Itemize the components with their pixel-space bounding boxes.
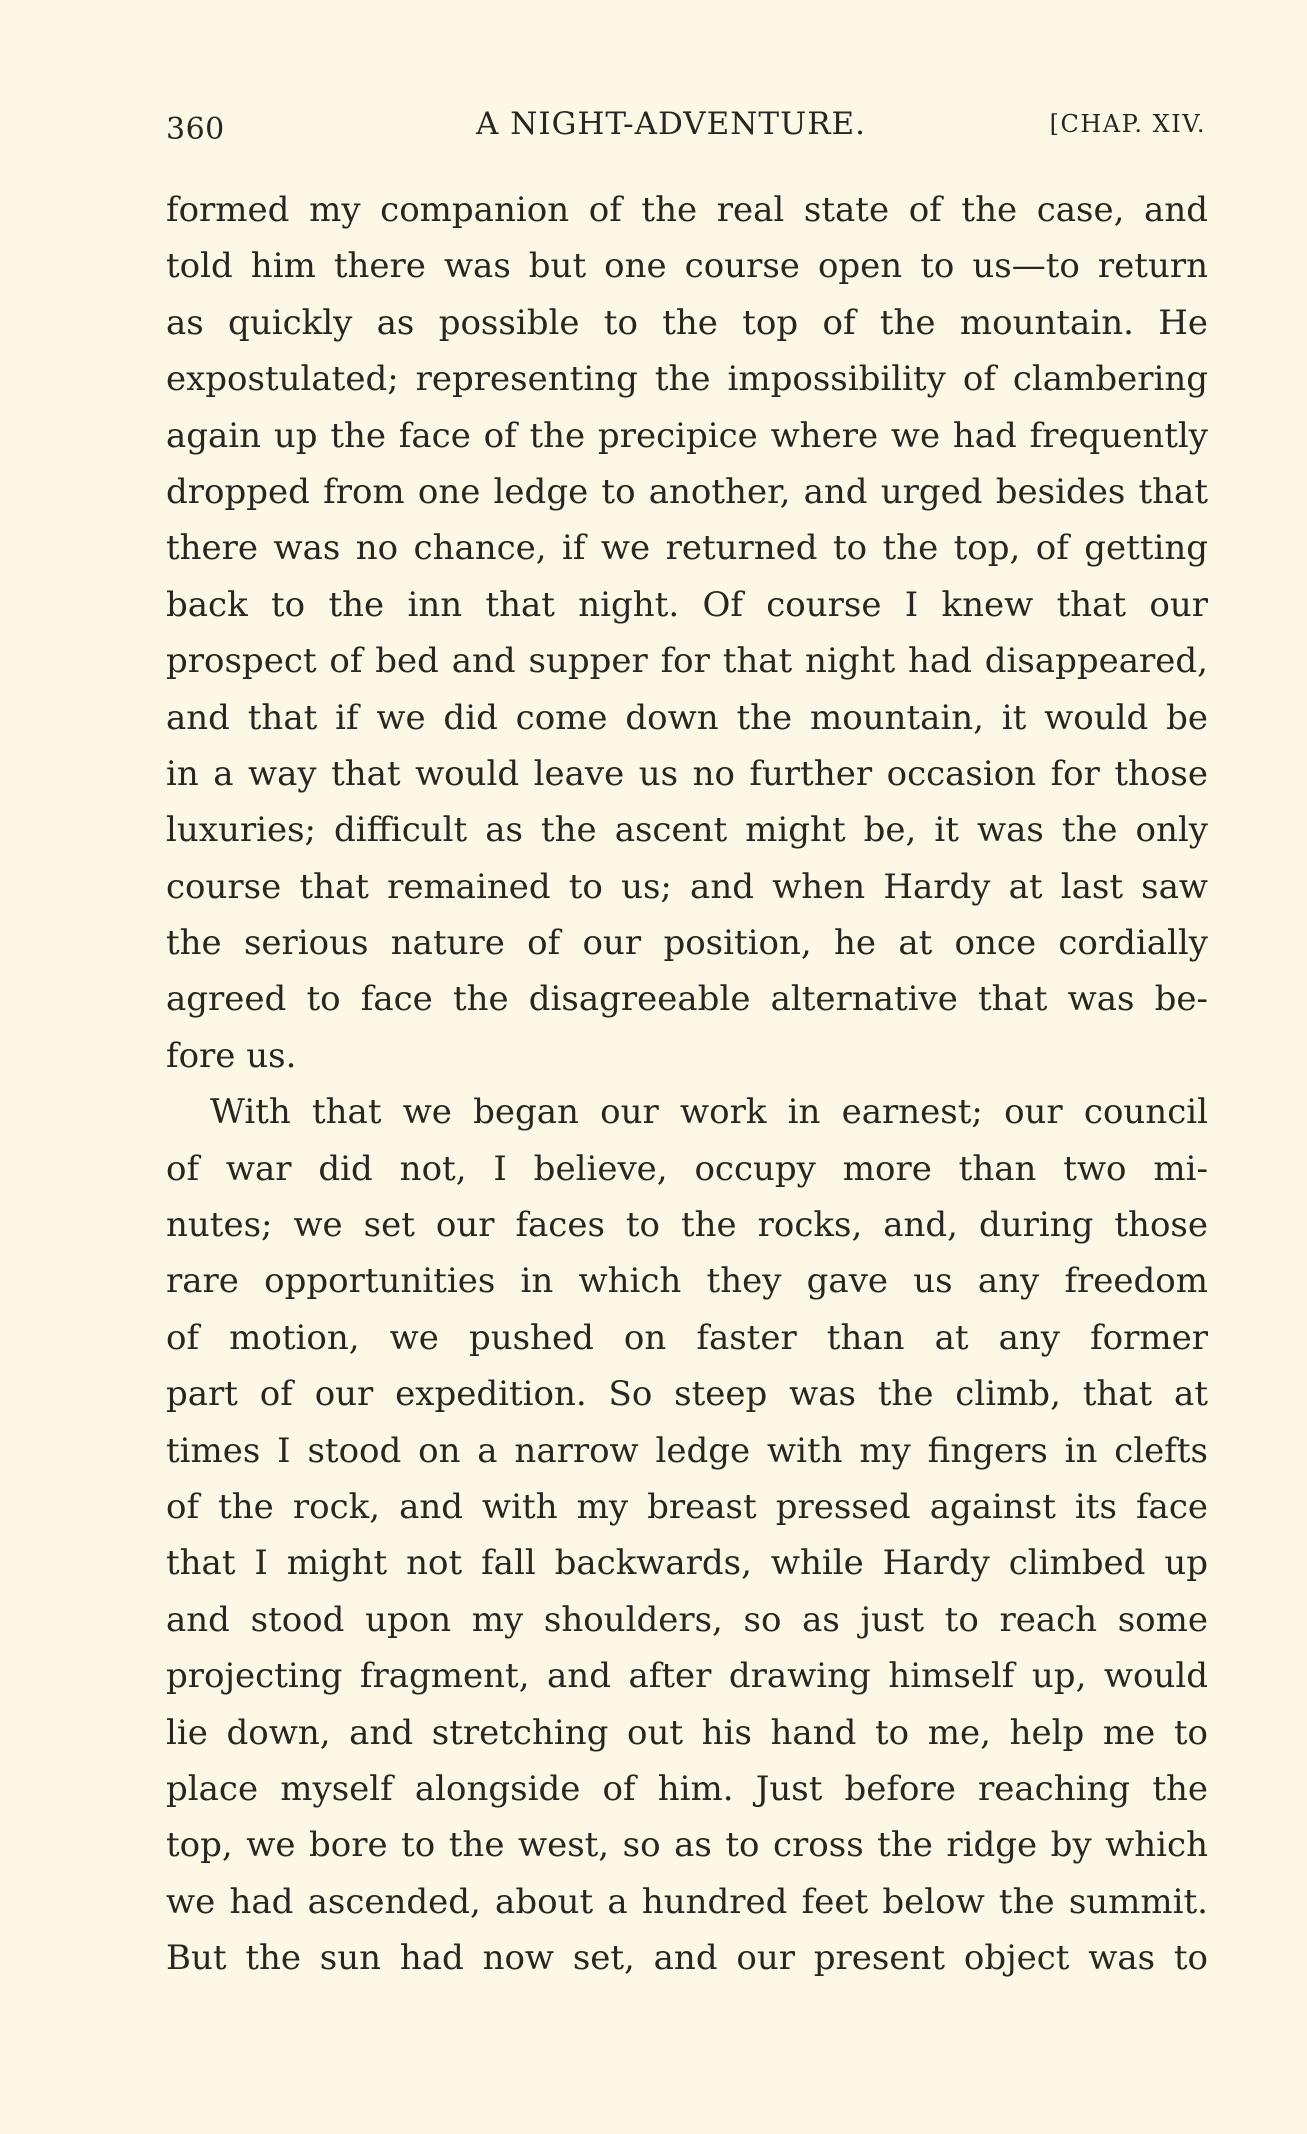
- text-line: projecting fragment, and after drawing himself up, would: [166, 1656, 1208, 1697]
- text-line: told him there was but one course open to us—to return: [166, 246, 1208, 287]
- text-line: and stood upon my shoulders, so as just to reach some: [166, 1599, 1208, 1640]
- text-line: formed my companion of the real state of the case, and: [166, 190, 1208, 230]
- text-line: lie down, and stretching out his hand to me, help me to: [166, 1712, 1208, 1753]
- text-line: as quickly as possible to the top of the mountain. He: [166, 302, 1208, 343]
- text-line: nutes; we set our faces to the rocks, and, during those: [166, 1205, 1208, 1246]
- text-line: times I stood on a narrow ledge with my fingers in clefts: [166, 1430, 1208, 1471]
- text-line: of motion, we pushed on faster than at any former: [166, 1317, 1208, 1358]
- text-line: we had ascended, about a hundred feet below the summit.: [166, 1881, 1208, 1922]
- text-line: there was no chance, if we returned to the top, of getting: [166, 528, 1208, 569]
- text-line: and that if we did come down the mountain, it would be: [166, 697, 1208, 738]
- chapter-mark: [CHAP. XIV.: [1049, 110, 1206, 138]
- running-title: A NIGHT-ADVENTURE.: [476, 106, 867, 142]
- running-head: [166, 106, 1206, 156]
- text-line: prospect of bed and supper for that night had disappeared,: [166, 641, 1208, 682]
- text-line: in a way that would leave us no further occasion for those: [166, 753, 1208, 794]
- text-line: fore us.: [166, 1035, 297, 1076]
- text-line: of war did not, I believe, occupy more than two mi-: [166, 1148, 1208, 1189]
- text-line: the serious nature of our position, he at once cordially: [166, 923, 1208, 964]
- text-line: luxuries; difficult as the ascent might be, it was the only: [166, 810, 1208, 851]
- text-line: place myself alongside of him. Just before reaching the: [166, 1768, 1208, 1809]
- text-line: of the rock, and with my breast pressed against its face: [166, 1486, 1208, 1527]
- text-line: agreed to face the disagreeable alternative that was be-: [166, 979, 1208, 1020]
- text-line: again up the face of the precipice where we had frequently: [166, 415, 1208, 456]
- text-line: top, we bore to the west, so as to cross the ridge by which: [166, 1825, 1208, 1866]
- text-line: dropped from one ledge to another, and urged besides that: [166, 471, 1208, 512]
- page-number: 360: [166, 112, 225, 147]
- text-line: With that we began our work in earnest; our council: [210, 1092, 1208, 1133]
- text-line: But the sun had now set, and our present object was to: [166, 1938, 1208, 1979]
- text-line: that I might not fall backwards, while Hardy climbed up: [166, 1543, 1208, 1584]
- text-line: expostulated; representing the impossibility of clambering: [166, 359, 1208, 400]
- text-line: part of our expedition. So steep was the climb, that at: [166, 1374, 1208, 1415]
- text-line: course that remained to us; and when Hardy at last saw: [166, 866, 1208, 907]
- body-text: [166, 182, 1208, 1987]
- text-line: rare opportunities in which they gave us any freedom: [166, 1261, 1208, 1302]
- text-line: back to the inn that night. Of course I knew that our: [166, 584, 1208, 625]
